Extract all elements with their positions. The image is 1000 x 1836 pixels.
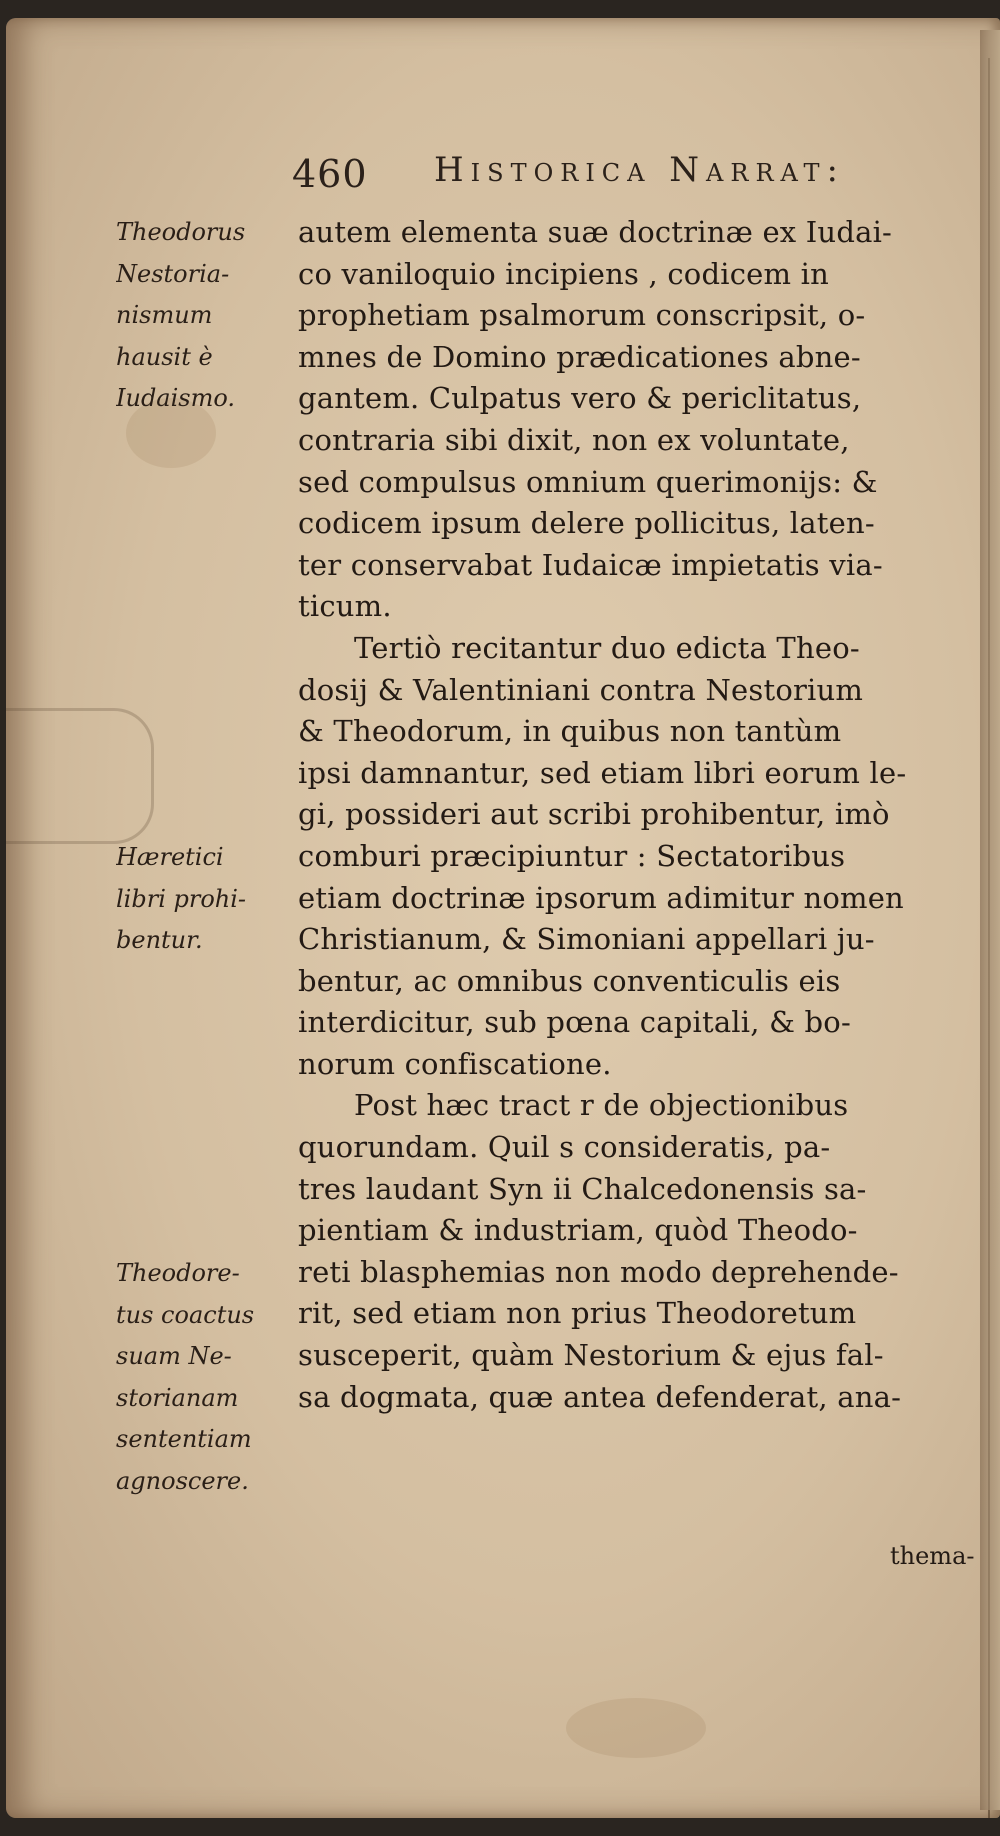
margin-note-theodorus bbox=[116, 212, 286, 420]
body-line: codicem ipsum delere pollicitus, laten- bbox=[298, 506, 875, 541]
body-line: interdicitur, sub pœna capitali, & bo- bbox=[298, 1005, 851, 1040]
margin-note-line: libri prohi- bbox=[116, 884, 247, 913]
margin-note-line: Hæretici bbox=[116, 843, 224, 871]
body-line: dosij & Valentiniani contra Nestorium bbox=[298, 672, 864, 707]
catchword: thema- bbox=[890, 1542, 975, 1570]
body-line: norum confiscatione. bbox=[298, 1046, 612, 1081]
margin-note-line: tus coactus bbox=[116, 1300, 255, 1329]
margin-note-line: Theodore- bbox=[116, 1259, 240, 1287]
margin-note-line: hausit è bbox=[116, 342, 213, 371]
body-line: contraria sibi dixit, non ex voluntate, bbox=[298, 422, 850, 457]
paper-stain bbox=[566, 1698, 706, 1758]
body-line: mnes de Domino prædicationes abne- bbox=[298, 339, 861, 374]
margin-note-line: Iudaismo. bbox=[116, 384, 236, 413]
body-line: reti blasphemias non modo deprehende- bbox=[298, 1254, 899, 1289]
page-number: 460 bbox=[292, 152, 368, 196]
body-line: etiam doctrinæ ipsorum adimitur nomen bbox=[298, 880, 904, 915]
body-line: sa dogmata, quæ antea defenderat, ana- bbox=[298, 1379, 902, 1414]
adjacent-page-edge bbox=[980, 30, 1000, 1810]
margin-note-haeretici bbox=[116, 837, 286, 962]
paragraph-start-line: Tertiò recitantur duo edicta Theo- bbox=[354, 630, 860, 665]
body-line: gi, possideri aut scribi prohibentur, imò bbox=[298, 797, 890, 832]
margin-note-theodoretus bbox=[116, 1253, 286, 1503]
margin-note-line: Nestoria- bbox=[116, 259, 230, 288]
body-line: pientiam & industriam, quòd Theodo- bbox=[298, 1213, 858, 1248]
margin-note-line: suam Ne- bbox=[116, 1342, 232, 1371]
body-line: sed compulsus omnium querimonijs: & bbox=[298, 464, 878, 499]
body-line: ter conservabat Iudaicæ impietatis via- bbox=[298, 547, 883, 582]
running-title: Historica Narrat: bbox=[434, 150, 846, 190]
body-line: & Theodorum, in quibus non tantùm bbox=[298, 714, 842, 749]
body-line: rit, sed etiam non prius Theodoretum bbox=[298, 1296, 857, 1331]
page-clip-mark bbox=[6, 708, 154, 844]
margin-note-line: storianam bbox=[116, 1383, 239, 1412]
body-line: susceperit, quàm Nestorium & ejus fal- bbox=[298, 1338, 884, 1373]
margin-note-line: sententiam bbox=[116, 1425, 252, 1454]
margin-note-line: bentur. bbox=[116, 926, 203, 955]
body-line: bentur, ac omnibus conventiculis eis bbox=[298, 963, 841, 998]
body-line: gantem. Culpatus vero & periclitatus, bbox=[298, 381, 862, 416]
margin-note-line: nismum bbox=[116, 301, 213, 330]
body-line: autem elementa suæ doctrinæ ex Iudai- bbox=[298, 215, 893, 249]
body-line: ipsi damnantur, sed etiam libri eorum le- bbox=[298, 755, 907, 790]
paragraph-start-line: Post hæc tract r de objectionibus bbox=[354, 1088, 849, 1123]
body-line: prophetiam psalmorum conscripsit, o- bbox=[298, 298, 866, 333]
body-text bbox=[298, 212, 960, 1418]
body-line: Christianum, & Simoniani appellari ju- bbox=[298, 922, 875, 957]
body-line: ticum. bbox=[298, 589, 392, 624]
body-line: comburi præcipiuntur : Sectatoribus bbox=[298, 838, 846, 873]
body-line: co vaniloquio incipiens , codicem in bbox=[298, 256, 829, 291]
margin-note-line: Theodorus bbox=[116, 218, 246, 246]
body-line: tres laudant Syn ii Chalcedonensis sa- bbox=[298, 1171, 867, 1206]
margin-note-line: agnoscere. bbox=[116, 1466, 249, 1495]
body-line: quorundam. Quil s consideratis, pa- bbox=[298, 1130, 831, 1165]
page-header bbox=[292, 148, 952, 196]
